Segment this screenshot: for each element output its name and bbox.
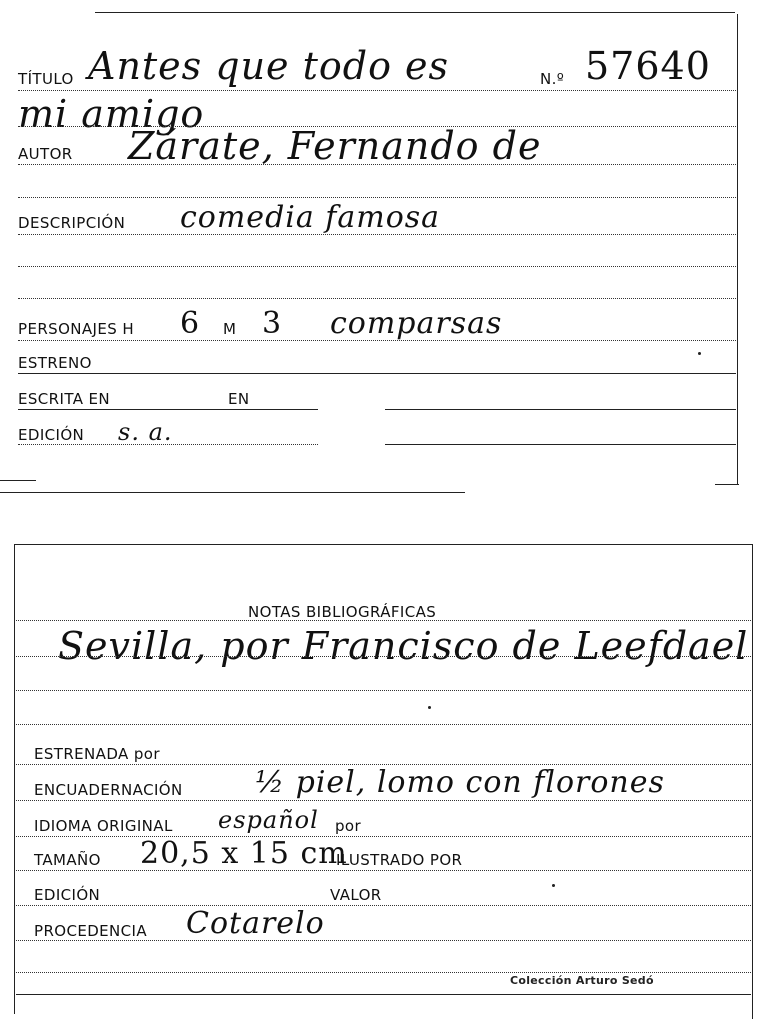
autor-line-2 <box>18 197 736 198</box>
edicion-label: EDICIÓN <box>34 886 101 904</box>
tamano-label: TAMAÑO <box>34 851 101 869</box>
edicion-label: EDICIÓN <box>18 426 85 444</box>
idioma-label: IDIOMA ORIGINAL <box>34 817 173 835</box>
descripcion-line-3 <box>18 298 736 299</box>
tamano-value: 20,5 x 15 cm <box>140 836 348 871</box>
card-bottom-edge-right <box>715 484 739 485</box>
speck-mark <box>428 706 431 709</box>
titulo-value-line2: mi amigo <box>18 92 205 136</box>
card-bottom-edge-left <box>0 480 36 481</box>
titulo-value-line1: Antes que todo es <box>88 44 450 88</box>
card-right-border <box>737 14 738 484</box>
estreno-line <box>18 373 736 374</box>
personajes-extra: comparsas <box>330 306 503 341</box>
estreno-label: ESTRENO <box>18 354 92 372</box>
autor-label: AUTOR <box>18 145 73 163</box>
notas-label: NOTAS BIBLIOGRÁFICAS <box>248 603 437 621</box>
card-bottom-edge <box>0 492 465 493</box>
edicion-valor-line <box>16 905 751 906</box>
idioma-line <box>16 836 751 837</box>
descripcion-line <box>18 234 736 235</box>
catalog-card-top <box>0 0 759 500</box>
speck-mark <box>552 884 555 887</box>
notas-line-1 <box>16 620 751 621</box>
idioma-value: español <box>218 806 319 834</box>
personajes-label: PERSONAJES H <box>18 320 135 338</box>
card2-right-border <box>752 544 753 1019</box>
personajes-m-label: M <box>223 320 237 338</box>
card2-left-border <box>14 544 15 1014</box>
titulo-line <box>18 90 736 91</box>
notas-value: Sevilla, por Francisco de Leefdael <box>58 624 749 668</box>
descripcion-label: DESCRIPCIÓN <box>18 214 126 232</box>
autor-value: Zárate, Fernando de <box>128 124 542 168</box>
escrita-line-left <box>18 409 318 410</box>
personajes-line <box>18 340 736 341</box>
speck-mark <box>698 352 701 355</box>
escrita-line-right <box>385 409 736 410</box>
procedencia-value: Cotarelo <box>186 906 325 941</box>
idioma-por-label: por <box>335 817 362 835</box>
catalog-card-bottom <box>0 540 759 1028</box>
numero-value: 57640 <box>585 44 711 88</box>
ilustrado-label: ILUSTRADO POR <box>336 851 463 869</box>
tamano-line <box>16 870 751 871</box>
notas-line-4 <box>16 724 751 725</box>
encuadernacion-label: ENCUADERNACIÓN <box>34 781 183 799</box>
edicion-value: s. a. <box>118 418 173 446</box>
descripcion-line-2 <box>18 266 736 267</box>
titulo-label: TÍTULO <box>18 70 74 88</box>
card2-bottom-line <box>16 994 751 995</box>
escrita-label: ESCRITA EN <box>18 390 111 408</box>
encuadernacion-value: ½ piel, lomo con florones <box>255 765 665 800</box>
edicion-line-right <box>385 444 736 445</box>
personajes-h-value: 6 <box>180 306 201 341</box>
numero-label: N.º <box>540 70 565 88</box>
card2-top-border <box>14 544 752 545</box>
procedencia-line <box>16 940 751 941</box>
valor-label: VALOR <box>330 886 382 904</box>
card-top-border <box>95 12 735 13</box>
edicion-line-left <box>18 444 318 445</box>
estrenada-label: ESTRENADA por <box>34 745 160 763</box>
autor-line <box>18 164 736 165</box>
escrita-en-label: EN <box>228 390 250 408</box>
notas-line-2 <box>16 656 751 657</box>
procedencia-label: PROCEDENCIA <box>34 922 148 940</box>
descripcion-value: comedia famosa <box>180 200 441 235</box>
notas-line-3 <box>16 690 751 691</box>
encuadernacion-line <box>16 800 751 801</box>
procedencia-line-2 <box>16 972 751 973</box>
footer-collection: Colección Arturo Sedó <box>510 974 654 987</box>
personajes-m-value: 3 <box>262 306 283 341</box>
